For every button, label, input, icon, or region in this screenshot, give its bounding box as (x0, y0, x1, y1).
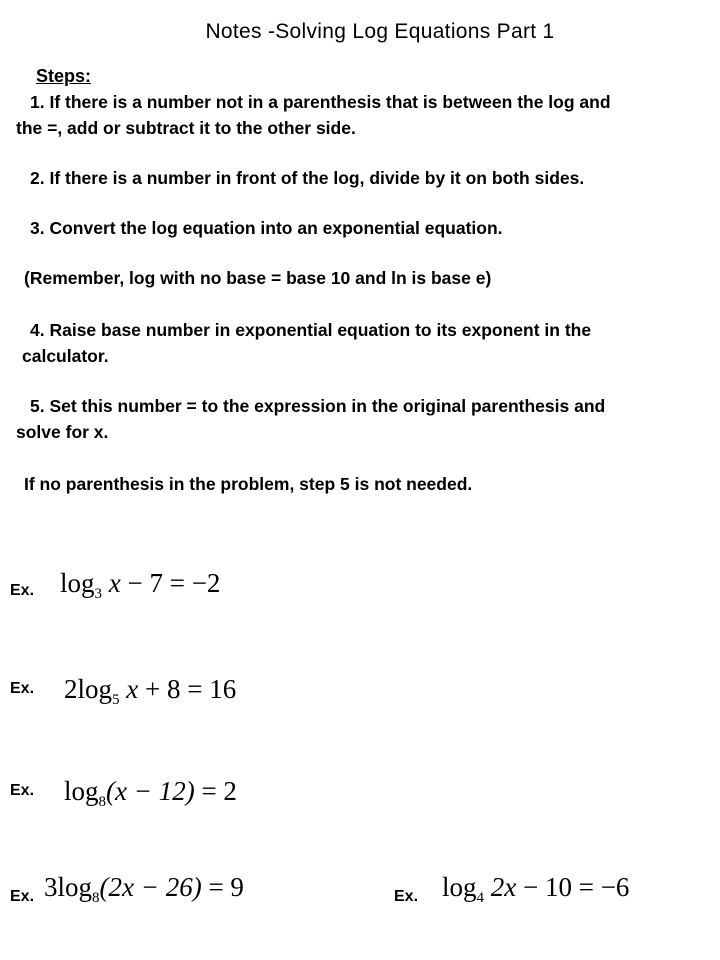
step-note-line: (Remember, log with no base = base 10 and ln is base e) (24, 268, 492, 288)
step-1-line-2: the =, add or subtract it to the other side. (16, 118, 356, 138)
step-5-line-2: solve for x. (16, 422, 109, 442)
step-2-line-1: 2. If there is a number in front of the log, divide by it on both sides. (30, 168, 585, 188)
steps-heading: Steps: (36, 66, 92, 86)
example-3-label: Ex. (10, 782, 35, 799)
step-5-line-1: 5. Set this number = to the expression in the original parenthesis and (30, 396, 606, 416)
example-2-equation: $2\log_5$ x + 8 = 16 (64, 674, 237, 708)
step-4-line-2: calculator. (22, 346, 109, 366)
example-5-label: Ex. (394, 888, 419, 905)
example-4-label: Ex. (10, 888, 35, 905)
example-1-label: Ex. (10, 582, 35, 599)
example-1-equation: $\log_3 x - 7 = -2$ (60, 568, 221, 602)
page-title: Notes -Solving Log Equations Part 1 (205, 20, 555, 43)
example-4-equation: $3\log_8(2x - 26) = 9$ (44, 872, 244, 906)
step-1-line-1: 1. If there is a number not in a parenthesis that is between the log and (30, 92, 611, 112)
example-5-equation: $\log_4 2x - 10 = -6$ (442, 872, 630, 906)
example-3-equation: $\log_8(x - 12) = 2$ (64, 776, 237, 810)
step-3-line-1: 3. Convert the log equation into an exponential equation. (30, 218, 503, 238)
step-5-footnote: If no parenthesis in the problem, step 5 is not needed. (24, 474, 473, 494)
step-4-line-1: 4. Raise base number in exponential equation to its exponent in the (30, 320, 592, 340)
example-2-label: Ex. (10, 680, 35, 697)
